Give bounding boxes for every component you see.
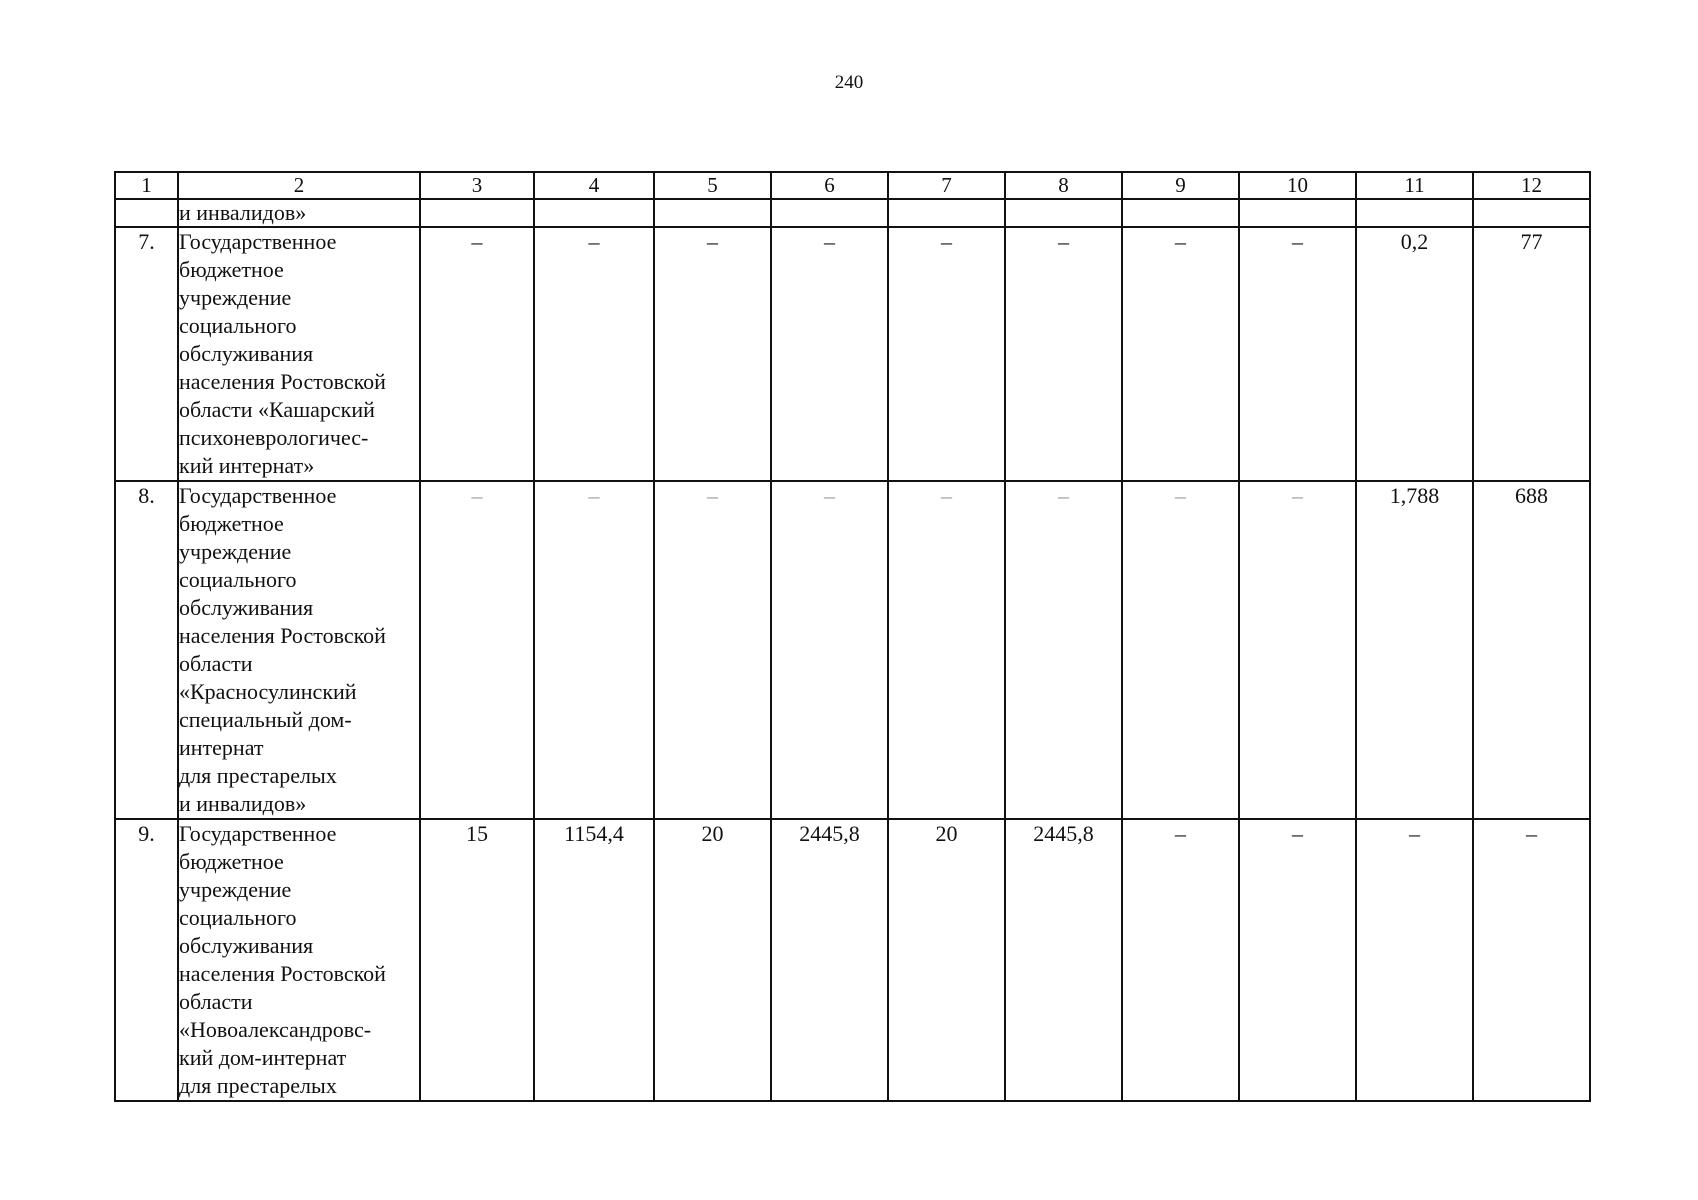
column-number-header <box>115 172 1590 199</box>
value-cell: – <box>534 481 654 819</box>
row-number: 9. <box>115 819 178 1101</box>
table-row <box>115 819 1590 1101</box>
value-cell <box>1356 199 1473 227</box>
table-row <box>115 227 1590 481</box>
value-cell <box>534 199 654 227</box>
value-cell: 2445,8 <box>771 819 888 1101</box>
value-cell <box>1005 199 1122 227</box>
value-cell: 0,2 <box>1356 227 1473 481</box>
value-cell: – <box>420 227 534 481</box>
value-cell: – <box>1122 481 1239 819</box>
value-cell: – <box>1239 819 1356 1101</box>
header-cell: 8 <box>1005 172 1122 199</box>
row-number: 8. <box>115 481 178 819</box>
value-cell <box>771 199 888 227</box>
header-cell: 6 <box>771 172 888 199</box>
value-cell: – <box>888 227 1005 481</box>
value-cell: 2445,8 <box>1005 819 1122 1101</box>
value-cell: – <box>1005 227 1122 481</box>
institution-name: Государственное бюджетное учреждение социального обслуживания населения Ростовской области «Красносулинский специальный дом- интернат для престарелых и инвалидов» <box>178 481 420 819</box>
value-cell <box>654 199 771 227</box>
value-cell: – <box>654 481 771 819</box>
value-cell: – <box>420 481 534 819</box>
continuation-row <box>115 199 1590 227</box>
value-cell: – <box>1122 227 1239 481</box>
value-cell <box>420 199 534 227</box>
value-cell: – <box>1356 819 1473 1101</box>
header-cell: 10 <box>1239 172 1356 199</box>
value-cell: – <box>771 481 888 819</box>
row-number <box>115 199 178 227</box>
value-cell: – <box>1239 481 1356 819</box>
institution-name: и инвалидов» <box>178 199 420 227</box>
page-number: 240 <box>834 72 864 93</box>
value-cell: 15 <box>420 819 534 1101</box>
value-cell: – <box>534 227 654 481</box>
value-cell: – <box>1005 481 1122 819</box>
header-cell: 7 <box>888 172 1005 199</box>
value-cell: – <box>1473 819 1590 1101</box>
header-cell: 2 <box>178 172 420 199</box>
header-cell: 1 <box>115 172 178 199</box>
value-cell: 688 <box>1473 481 1590 819</box>
header-cell: 5 <box>654 172 771 199</box>
value-cell: 1154,4 <box>534 819 654 1101</box>
value-cell: 77 <box>1473 227 1590 481</box>
value-cell: 20 <box>654 819 771 1101</box>
table-row <box>115 481 1590 819</box>
header-cell: 4 <box>534 172 654 199</box>
value-cell: – <box>654 227 771 481</box>
value-cell: – <box>771 227 888 481</box>
value-cell <box>1122 199 1239 227</box>
data-table <box>114 171 1591 1102</box>
value-cell <box>1239 199 1356 227</box>
header-cell: 12 <box>1473 172 1590 199</box>
header-cell: 9 <box>1122 172 1239 199</box>
institution-name: Государственное бюджетное учреждение социального обслуживания населения Ростовской области «Новоалександровс- кий дом-интернат для престарелых <box>178 819 420 1101</box>
value-cell: – <box>1239 227 1356 481</box>
value-cell: 1,788 <box>1356 481 1473 819</box>
value-cell <box>888 199 1005 227</box>
value-cell <box>1473 199 1590 227</box>
header-cell: 3 <box>420 172 534 199</box>
value-cell: – <box>888 481 1005 819</box>
institution-name: Государственное бюджетное учреждение социального обслуживания населения Ростовской области «Кашарский психоневрологичес- кий интернат» <box>178 227 420 481</box>
value-cell: – <box>1122 819 1239 1101</box>
row-number: 7. <box>115 227 178 481</box>
header-cell: 11 <box>1356 172 1473 199</box>
value-cell: 20 <box>888 819 1005 1101</box>
